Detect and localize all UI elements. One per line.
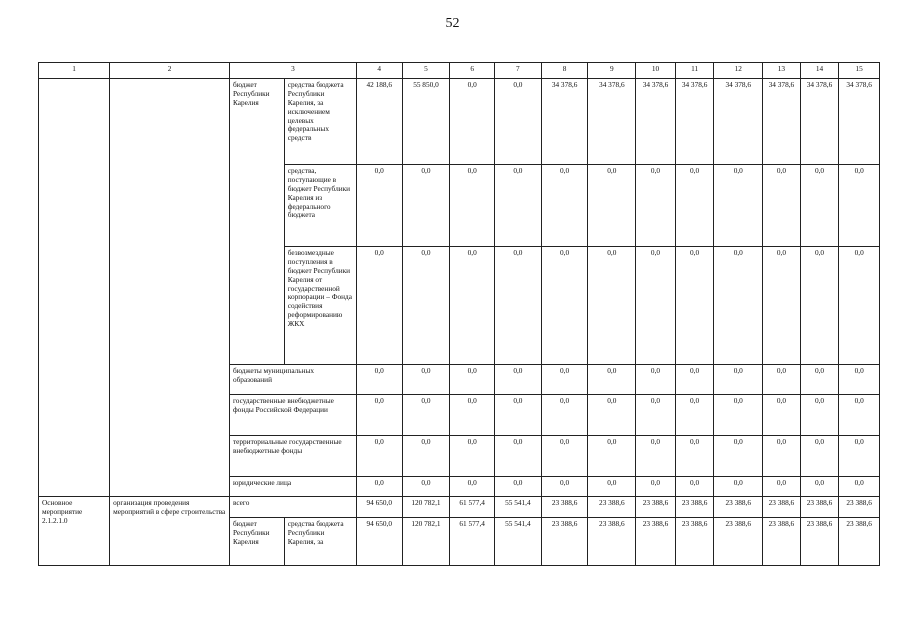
column-header: 12 [714, 63, 763, 79]
value-cell: 0,0 [800, 436, 839, 477]
value-cell: 23 388,6 [588, 518, 636, 566]
source-cell: государственные внебюджетные фонды Российской Федерации [229, 395, 356, 436]
value-cell: 0,0 [356, 365, 402, 395]
value-cell: 23 388,6 [675, 497, 714, 518]
value-cell: 55 850,0 [402, 79, 450, 165]
header-row [39, 63, 880, 79]
value-cell: 0,0 [839, 395, 880, 436]
subsource-cell: средства бюджета Республики Карелия, за [284, 518, 356, 566]
value-cell: 0,0 [450, 477, 495, 497]
value-cell: 23 388,6 [800, 518, 839, 566]
value-cell: 0,0 [839, 247, 880, 365]
value-cell: 0,0 [450, 165, 495, 247]
value-cell: 0,0 [495, 165, 542, 247]
value-cell: 0,0 [763, 365, 801, 395]
column-header: 1 [39, 63, 110, 79]
value-cell: 34 378,6 [541, 79, 588, 165]
value-cell: 0,0 [839, 365, 880, 395]
table-row [39, 79, 880, 165]
value-cell: 0,0 [541, 365, 588, 395]
value-cell: 0,0 [839, 165, 880, 247]
value-cell: 34 378,6 [675, 79, 714, 165]
column-header: 4 [356, 63, 402, 79]
value-cell: 55 541,4 [495, 497, 542, 518]
value-cell: 0,0 [714, 436, 763, 477]
value-cell: 0,0 [450, 79, 495, 165]
subsource-cell: средства бюджета Республики Карелия, за исключением целевых федеральных средств [284, 79, 356, 165]
source-cell: территориальные государственные внебюджетные фонды [229, 436, 356, 477]
value-cell: 0,0 [800, 247, 839, 365]
value-cell: 0,0 [675, 436, 714, 477]
value-cell: 42 188,6 [356, 79, 402, 165]
value-cell: 23 388,6 [541, 497, 588, 518]
value-cell: 0,0 [800, 365, 839, 395]
value-cell: 0,0 [495, 365, 542, 395]
value-cell: 23 388,6 [800, 497, 839, 518]
value-cell: 34 378,6 [800, 79, 839, 165]
table-row [39, 497, 880, 518]
value-cell: 0,0 [675, 477, 714, 497]
value-cell: 0,0 [541, 247, 588, 365]
value-cell: 0,0 [636, 247, 676, 365]
value-cell: 34 378,6 [588, 79, 636, 165]
value-cell: 0,0 [588, 436, 636, 477]
value-cell: 23 388,6 [541, 518, 588, 566]
value-cell: 0,0 [675, 395, 714, 436]
status-cell: Основное мероприятие 2.1.2.1.0 [39, 497, 110, 566]
page-number: 52 [445, 16, 460, 31]
name-cell: организация проведения мероприятий в сфере строительства [110, 497, 230, 566]
value-cell: 0,0 [636, 165, 676, 247]
value-cell: 0,0 [541, 395, 588, 436]
value-cell: 0,0 [714, 395, 763, 436]
value-cell: 0,0 [588, 365, 636, 395]
value-cell: 0,0 [636, 395, 676, 436]
value-cell: 23 388,6 [636, 497, 676, 518]
value-cell: 23 388,6 [588, 497, 636, 518]
value-cell: 94 650,0 [356, 518, 402, 566]
value-cell: 0,0 [800, 477, 839, 497]
value-cell: 0,0 [675, 365, 714, 395]
value-cell: 23 388,6 [763, 518, 801, 566]
value-cell: 0,0 [588, 477, 636, 497]
value-cell: 0,0 [402, 395, 450, 436]
column-header: 7 [495, 63, 542, 79]
column-header: 6 [450, 63, 495, 79]
source-cell: бюджет Республики Карелия [229, 518, 284, 566]
value-cell: 61 577,4 [450, 518, 495, 566]
value-cell: 0,0 [402, 247, 450, 365]
value-cell: 34 378,6 [636, 79, 676, 165]
value-cell: 0,0 [450, 436, 495, 477]
column-header: 14 [800, 63, 839, 79]
status-cell-continued [39, 79, 110, 497]
subsource-cell: безвозмездные поступления в бюджет Республики Карелия от государственной корпорации – Фонда содействия реформированию ЖКХ [284, 247, 356, 365]
value-cell: 0,0 [495, 395, 542, 436]
value-cell: 0,0 [402, 477, 450, 497]
value-cell: 0,0 [763, 395, 801, 436]
value-cell: 0,0 [763, 477, 801, 497]
value-cell: 0,0 [714, 165, 763, 247]
value-cell: 34 378,6 [763, 79, 801, 165]
source-cell: бюджеты муниципальных образований [229, 365, 356, 395]
value-cell: 23 388,6 [839, 518, 880, 566]
value-cell: 0,0 [675, 247, 714, 365]
value-cell: 0,0 [495, 79, 542, 165]
value-cell: 94 650,0 [356, 497, 402, 518]
value-cell: 0,0 [636, 365, 676, 395]
column-header: 5 [402, 63, 450, 79]
value-cell: 0,0 [800, 165, 839, 247]
value-cell: 0,0 [541, 436, 588, 477]
value-cell: 0,0 [714, 365, 763, 395]
value-cell: 23 388,6 [714, 518, 763, 566]
value-cell: 0,0 [402, 165, 450, 247]
value-cell: 0,0 [839, 436, 880, 477]
value-cell: 0,0 [763, 436, 801, 477]
value-cell: 0,0 [356, 247, 402, 365]
value-cell: 34 378,6 [839, 79, 880, 165]
value-cell: 0,0 [495, 247, 542, 365]
value-cell: 0,0 [588, 165, 636, 247]
column-header: 9 [588, 63, 636, 79]
value-cell: 0,0 [714, 247, 763, 365]
name-cell-continued [110, 79, 230, 497]
value-cell: 34 378,6 [714, 79, 763, 165]
value-cell: 120 782,1 [402, 518, 450, 566]
value-cell: 61 577,4 [450, 497, 495, 518]
value-cell: 0,0 [356, 165, 402, 247]
value-cell: 0,0 [356, 395, 402, 436]
value-cell: 55 541,4 [495, 518, 542, 566]
value-cell: 0,0 [495, 477, 542, 497]
column-header: 2 [110, 63, 230, 79]
value-cell: 0,0 [714, 477, 763, 497]
budget-table [38, 62, 880, 566]
value-cell: 0,0 [800, 395, 839, 436]
value-cell: 0,0 [450, 365, 495, 395]
value-cell: 0,0 [763, 247, 801, 365]
source-cell: бюджет Республики Карелия [229, 79, 284, 365]
value-cell: 0,0 [541, 477, 588, 497]
column-header: 10 [636, 63, 676, 79]
value-cell: 0,0 [450, 247, 495, 365]
value-cell: 0,0 [763, 165, 801, 247]
source-cell: юридические лица [229, 477, 356, 497]
value-cell: 0,0 [636, 436, 676, 477]
value-cell: 0,0 [450, 395, 495, 436]
value-cell: 0,0 [356, 436, 402, 477]
value-cell: 120 782,1 [402, 497, 450, 518]
column-header: 13 [763, 63, 801, 79]
value-cell: 23 388,6 [763, 497, 801, 518]
source-cell: всего [229, 497, 356, 518]
column-header: 3 [229, 63, 356, 79]
value-cell: 0,0 [675, 165, 714, 247]
value-cell: 23 388,6 [839, 497, 880, 518]
value-cell: 0,0 [402, 436, 450, 477]
column-header: 15 [839, 63, 880, 79]
value-cell: 0,0 [588, 395, 636, 436]
column-header: 8 [541, 63, 588, 79]
column-header: 11 [675, 63, 714, 79]
value-cell: 0,0 [356, 477, 402, 497]
value-cell: 0,0 [402, 365, 450, 395]
value-cell: 0,0 [588, 247, 636, 365]
subsource-cell: средства, поступающие в бюджет Республики Карелия из федерального бюджета [284, 165, 356, 247]
value-cell: 0,0 [839, 477, 880, 497]
value-cell: 0,0 [495, 436, 542, 477]
value-cell: 23 388,6 [675, 518, 714, 566]
value-cell: 23 388,6 [714, 497, 763, 518]
value-cell: 0,0 [636, 477, 676, 497]
value-cell: 23 388,6 [636, 518, 676, 566]
value-cell: 0,0 [541, 165, 588, 247]
